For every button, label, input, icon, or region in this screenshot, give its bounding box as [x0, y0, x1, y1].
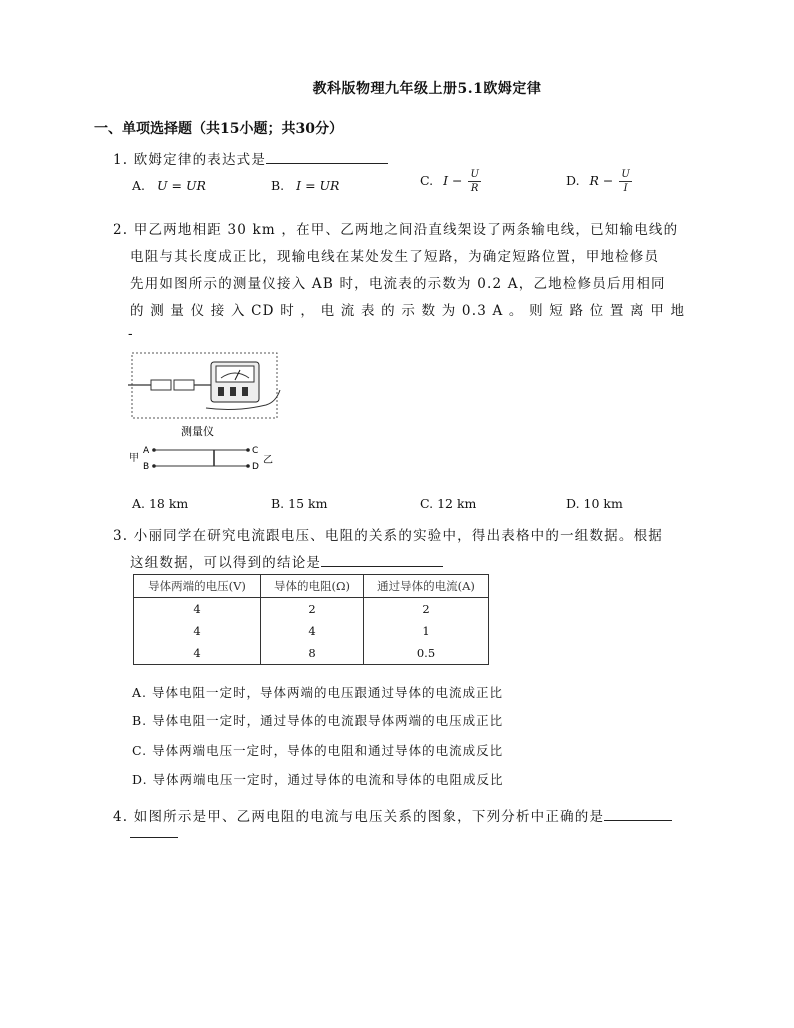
point-c: C — [252, 446, 259, 456]
answer-blank[interactable] — [604, 806, 672, 821]
fraction: $\frac{U}{I}$ — [621, 169, 630, 194]
table-cell: 8 — [261, 642, 364, 665]
q1-option-c[interactable]: C. I − $\frac{U}{R}$ — [420, 169, 479, 194]
q2-option-a[interactable]: A. 18 km — [132, 496, 189, 511]
terminal-3 — [242, 387, 248, 396]
table-cell: 0.5 — [364, 642, 489, 665]
label-jia: 甲 — [129, 453, 139, 464]
question-3-line-1: 3. 小丽同学在研究电流跟电压、电阻的关系的实验中，得出表格中的一组数据。根据 — [113, 528, 663, 544]
q3-option-d[interactable]: D. 导体两端电压一定时，通过导体的电流和导体的电阻成反比 — [132, 772, 504, 787]
terminal-2 — [230, 387, 236, 396]
question-4-line-1: 4. 如图所示是甲、乙两电阻的电流与电压关系的图象，下列分析中正确的是 — [113, 805, 672, 825]
terminal-1 — [218, 387, 224, 396]
table-cell: 4 — [134, 642, 261, 665]
data-table — [133, 574, 489, 665]
point-a: A — [143, 446, 150, 456]
table-row — [134, 598, 489, 621]
measuring-instrument-figure — [126, 350, 286, 480]
table-header: 通过导体的电流(A) — [364, 575, 489, 598]
question-2-line-3: 先用如图所示的测量仪接入 AB 时，电流表的示数为 0.2 A，乙地检修员后用相同 — [130, 276, 666, 292]
table-cell: 1 — [364, 620, 489, 642]
question-2-line-2: 电阻与其长度成正比，现输电线在某处发生了短路，为确定短路位置，甲地检修员 — [130, 249, 660, 265]
answer-blank[interactable] — [321, 552, 443, 567]
q2-option-c[interactable]: C. 12 km — [420, 496, 477, 511]
q3-option-b[interactable]: B. 导体电阻一定时，通过导体的电流跟导体两端的电压成正比 — [132, 713, 504, 728]
table-cell: 2 — [364, 598, 489, 621]
question-1 — [113, 148, 388, 168]
table-header: 导体的电阻(Ω) — [261, 575, 364, 598]
resistor-2 — [174, 380, 194, 390]
q3-option-a[interactable]: A. 导体电阻一定时，导体两端的电压跟通过导体的电流成正比 — [132, 685, 503, 700]
q2-option-b[interactable]: B. 15 km — [271, 496, 328, 511]
q2-option-d[interactable]: D. 10 km — [566, 496, 623, 511]
point-d: D — [252, 462, 259, 472]
question-3-line-2: 这组数据，可以得到的结论是 — [130, 551, 443, 571]
figure-caption: 测量仪 — [181, 425, 214, 438]
q1-option-a[interactable]: A. U = UR — [132, 178, 206, 193]
section-heading: 一、单项选择题（共15小题；共30分） — [94, 121, 343, 137]
page-title: 教科版物理九年级上册5.1欧姆定律 — [312, 81, 542, 97]
formula: U = UR — [157, 178, 206, 193]
table-cell: 4 — [134, 620, 261, 642]
question-2-line-4: 的 测 量 仪 接 入 CD 时 ， 电 流 表 的 示 数 为 0.3 A 。 则 短 路 位 置 离 甲 地 — [130, 303, 686, 319]
table-cell: 4 — [134, 598, 261, 621]
table-header-row — [134, 575, 489, 598]
table-header: 导体两端的电压(V) — [134, 575, 261, 598]
question-1-stem: 1. 欧姆定律的表达式是 — [113, 152, 267, 168]
table-row — [134, 620, 489, 642]
point-b: B — [143, 462, 150, 472]
answer-blank-marker: - — [128, 326, 134, 342]
answer-blank-continued[interactable] — [130, 836, 178, 838]
table-row — [134, 642, 489, 665]
label-yi: 乙 — [263, 455, 273, 466]
table-cell: 2 — [261, 598, 364, 621]
q1-option-d[interactable]: D. R − $\frac{U}{I}$ — [566, 169, 630, 194]
q1-option-b[interactable]: B. I = UR — [271, 178, 340, 193]
table-cell: 4 — [261, 620, 364, 642]
resistor-1 — [151, 380, 171, 390]
question-2-line-1: 2. 甲乙两地相距 30 km ，在甲、乙两地之间沿直线架设了两条输电线，已知输电线的 — [113, 222, 679, 238]
formula: I = UR — [296, 178, 340, 193]
q3-option-c[interactable]: C. 导体两端电压一定时，导体的电阻和通过导体的电流成反比 — [132, 743, 504, 758]
fraction: $\frac{U}{R}$ — [470, 169, 479, 194]
answer-blank[interactable] — [266, 149, 388, 164]
